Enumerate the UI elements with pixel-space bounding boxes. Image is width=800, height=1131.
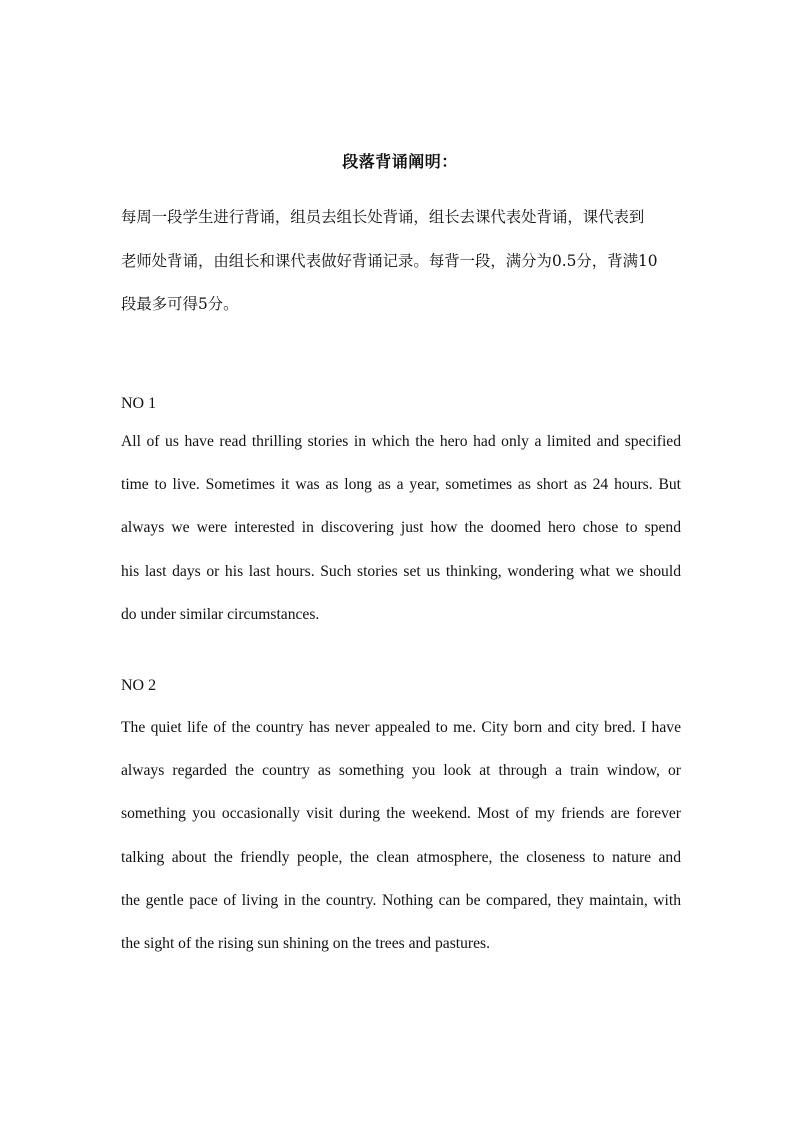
paragraph-line: do under similar circumstances. bbox=[121, 605, 320, 623]
section-label-no2: NO 2 bbox=[121, 677, 157, 694]
intro-line: 老师处背诵，由组长和课代表做好背诵记录。每背一段，满分为0.5分，背满10 bbox=[121, 251, 658, 270]
paragraph-line: talking about the friendly people, the clean atmosphere, the closeness to nature and bbox=[121, 848, 681, 866]
paragraph-line: The quiet life of the country has never appealed to me. City born and city bred. I have bbox=[121, 719, 681, 736]
paragraph-line: his last days or his last hours. Such stories set us thinking, wondering what we should bbox=[121, 562, 681, 580]
paragraph-line: always regarded the country as something you look at through a train window, or bbox=[121, 762, 681, 780]
intro-line: 每周一段学生进行背诵，组员去组长处背诵，组长去课代表处背诵，课代表到 bbox=[121, 208, 645, 226]
paragraph-line: the gentle pace of living in the country. Nothing can be compared, they maintain, with bbox=[121, 891, 681, 909]
paragraph-line: always we were interested in discovering just how the doomed hero chose to spend bbox=[121, 519, 681, 537]
paragraph-line: the sight of the rising sun shining on the trees and pastures. bbox=[121, 935, 490, 953]
section-paragraph-no2 bbox=[121, 706, 681, 965]
section-label-no1: NO 1 bbox=[121, 395, 157, 412]
paragraph-line: something you occasionally visit during the weekend. Most of my friends are forever bbox=[121, 805, 681, 823]
paragraph-line: All of us have read thrilling stories in which the hero had only a limited and specified bbox=[121, 433, 681, 450]
paragraph-line: time to live. Sometimes it was as long as a year, sometimes as short as 24 hours. But bbox=[121, 476, 681, 494]
intro-line: 段最多可得5分。 bbox=[121, 295, 239, 313]
section-paragraph-no1 bbox=[121, 420, 681, 636]
document-title: 段落背诵阐明： bbox=[342, 152, 458, 171]
intro-paragraph bbox=[121, 196, 681, 327]
